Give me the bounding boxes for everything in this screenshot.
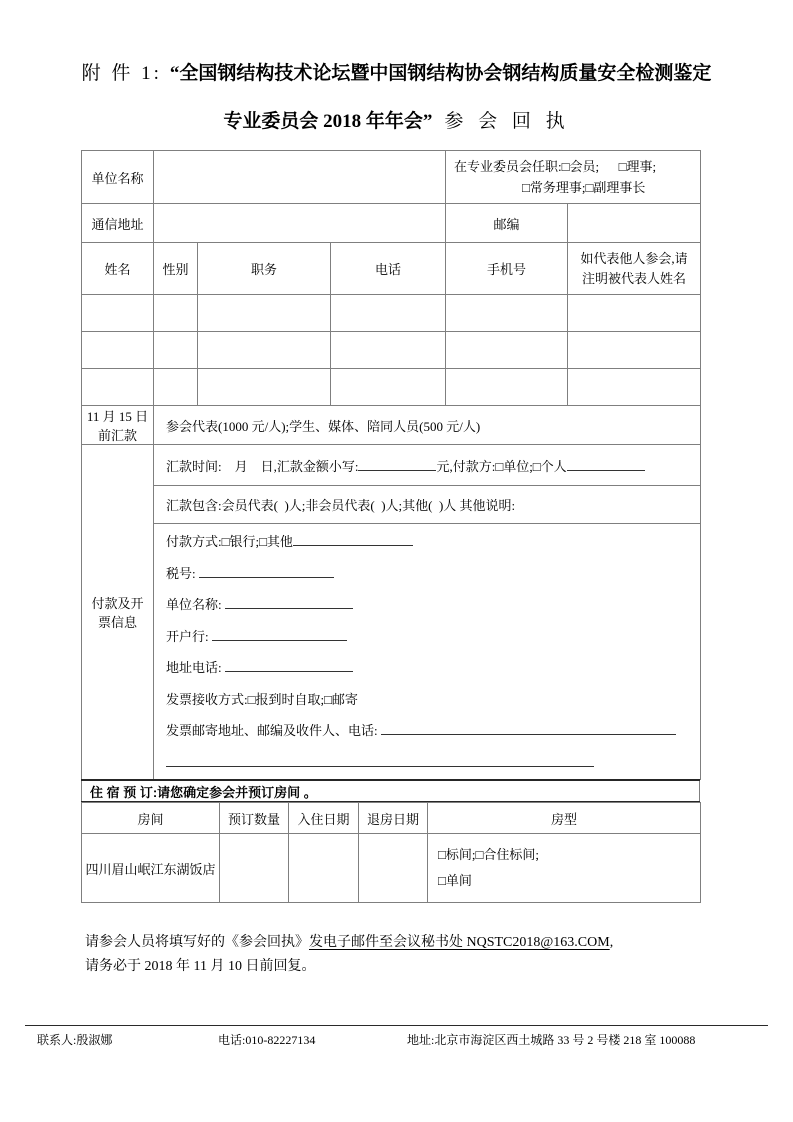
attendee-cell[interactable] xyxy=(446,369,568,406)
header-mobile: 手机号 xyxy=(446,243,568,295)
title-main-part1: “全国钢结构技术论坛暨中国钢结构协会钢结构质量安全检测鉴定 xyxy=(169,63,712,84)
hotel-checkin-field[interactable] xyxy=(289,834,359,903)
attendee-cell[interactable] xyxy=(568,369,701,406)
unit-name-row xyxy=(82,151,701,204)
hotel-header-row xyxy=(82,803,701,834)
addr-tel-blank[interactable] xyxy=(225,657,353,672)
zip-field[interactable] xyxy=(568,204,701,243)
invoice-detail-cell xyxy=(154,524,701,780)
hotel-name: 四川眉山岷江东湖饭店 xyxy=(82,834,220,903)
attendee-cell[interactable] xyxy=(568,332,701,369)
committee-position-cell xyxy=(446,151,701,204)
attendee-row xyxy=(82,332,701,369)
room-type-cell xyxy=(428,834,701,903)
header-position: 职务 xyxy=(198,243,331,295)
hotel-data-row xyxy=(82,834,701,903)
title-main-part2: 专业委员会 2018 年年会” xyxy=(223,111,433,132)
committee-position-options-line1[interactable]: 在专业委员会任职:□会员; □理事; xyxy=(454,159,657,174)
attendee-cell[interactable] xyxy=(198,332,331,369)
attendee-cell[interactable] xyxy=(331,332,446,369)
title-receipt-label: 参 会 回 执 xyxy=(444,111,570,132)
bank-blank[interactable] xyxy=(212,626,347,641)
payer-type-options[interactable]: 元,付款方:□单位;□个人 xyxy=(436,458,567,474)
title-attachment-label: 附 件 1: xyxy=(81,63,162,84)
attendee-cell[interactable] xyxy=(331,295,446,332)
footer-divider xyxy=(25,1025,768,1026)
attendee-cell[interactable] xyxy=(82,295,154,332)
remit-amount-blank[interactable] xyxy=(358,456,436,471)
footer-phone: 电话:010-82227134 xyxy=(218,1033,316,1047)
attendee-cell[interactable] xyxy=(82,332,154,369)
hotel-quantity-field[interactable] xyxy=(220,834,289,903)
addr-tel-label: 地址电话: xyxy=(166,660,222,675)
pay-method-other-blank[interactable] xyxy=(293,531,413,546)
invoice-mail-label: 发票邮寄地址、邮编及收件人、电话: xyxy=(166,723,378,738)
committee-position-options-line2[interactable]: □常务理事;□副理事长 xyxy=(522,180,646,195)
attendee-row xyxy=(82,369,701,406)
invoice-mail-blank-2[interactable] xyxy=(166,752,594,767)
company-label: 单位名称: xyxy=(166,597,222,612)
bank-line xyxy=(166,621,686,653)
company-blank[interactable] xyxy=(225,594,353,609)
note-email-underlined: 发电子邮件至会议秘书处 NQSTC2018@163.COM xyxy=(309,935,610,950)
attendee-cell[interactable] xyxy=(154,332,198,369)
address-field[interactable] xyxy=(154,204,446,243)
addr-tel-line xyxy=(166,652,686,684)
room-type-options-line2[interactable]: □单间 xyxy=(438,873,472,888)
header-name: 姓名 xyxy=(82,243,154,295)
attendee-cell[interactable] xyxy=(331,369,446,406)
form-content xyxy=(81,150,700,979)
hotel-header-roomtype: 房型 xyxy=(428,803,701,834)
tax-line xyxy=(166,558,686,590)
remit-deadline-line2: 前汇款 xyxy=(97,428,137,443)
tax-label: 税号: xyxy=(166,565,196,581)
invoice-mail-line xyxy=(166,715,686,747)
hotel-table xyxy=(81,802,701,903)
payment-group-line2: 票信息 xyxy=(97,615,137,630)
invoice-mail-blank[interactable] xyxy=(381,720,676,735)
footer-address: 地址:北京市海淀区西土城路 33 号 2 号楼 218 室 100088 xyxy=(407,1033,696,1047)
header-phone: 电话 xyxy=(331,243,446,295)
reply-note xyxy=(85,931,700,979)
pay-method-line xyxy=(166,526,686,558)
footer-contact: 联系人:殷淑娜 xyxy=(37,1033,113,1047)
document-title xyxy=(0,50,793,146)
unit-name-field[interactable] xyxy=(154,151,446,204)
attendee-cell[interactable] xyxy=(446,332,568,369)
remit-include-row xyxy=(82,486,701,524)
attendee-cell[interactable] xyxy=(198,369,331,406)
unit-name-label: 单位名称 xyxy=(82,151,154,204)
payer-person-blank[interactable] xyxy=(567,456,645,471)
title-line-2 xyxy=(0,98,793,146)
attendee-cell[interactable] xyxy=(154,369,198,406)
lodging-banner-row xyxy=(82,780,700,802)
header-gender: 性别 xyxy=(154,243,198,295)
tax-blank[interactable] xyxy=(199,563,334,578)
footer xyxy=(0,1031,793,1049)
header-representing: 如代表他人参会,请注明被代表人姓名 xyxy=(568,243,701,295)
attendee-cell[interactable] xyxy=(154,295,198,332)
note-line-2: 请务必于 2018 年 11 月 10 日前回复。 xyxy=(85,959,316,974)
invoice-receive-options[interactable]: 发票接收方式:□报到时自取;□邮寄 xyxy=(166,691,358,707)
note-text-1: 请参会人员将填写好的《参会回执》 xyxy=(85,935,309,950)
address-row xyxy=(82,204,701,243)
room-type-options-line1[interactable]: □标间;□合住标间; xyxy=(438,847,539,862)
hotel-checkout-field[interactable] xyxy=(359,834,428,903)
payment-group-line1: 付款及开 xyxy=(91,596,144,611)
note-text-2: , xyxy=(609,935,614,950)
remit-time-cell xyxy=(154,445,701,486)
remit-time-row xyxy=(82,445,701,486)
fee-row xyxy=(82,406,701,445)
address-label: 通信地址 xyxy=(82,204,154,243)
attendee-cell[interactable] xyxy=(82,369,154,406)
attendee-header-row xyxy=(82,243,701,295)
attendee-cell[interactable] xyxy=(568,295,701,332)
title-line-1 xyxy=(0,50,793,98)
attendee-cell[interactable] xyxy=(198,295,331,332)
attendee-row xyxy=(82,295,701,332)
invoice-receive-line xyxy=(166,684,686,716)
hotel-header-checkout: 退房日期 xyxy=(359,803,428,834)
lodging-banner xyxy=(81,779,700,803)
zip-label: 邮编 xyxy=(446,204,568,243)
attendee-cell[interactable] xyxy=(446,295,568,332)
remit-time-label: 汇款时间: 月 日,汇款金额小写: xyxy=(166,458,359,474)
remit-include-text: 汇款包含:会员代表( )人;非会员代表( )人;其他( )人 其他说明: xyxy=(154,486,701,524)
payment-invoice-group-label xyxy=(82,445,154,780)
remit-deadline-label xyxy=(82,406,154,445)
lodging-section-title: 住 宿 预 订:请您确定参会并预订房间 。 xyxy=(82,780,700,802)
hotel-header-room: 房间 xyxy=(82,803,220,834)
invoice-mail-continuation-line xyxy=(166,747,686,779)
hotel-header-quantity: 预订数量 xyxy=(220,803,289,834)
remit-deadline-line1: 11 月 15 日 xyxy=(86,409,149,424)
invoice-detail-row xyxy=(82,524,701,780)
registration-table xyxy=(81,150,701,780)
pay-method-options[interactable]: 付款方式:□银行;□其他 xyxy=(166,534,293,549)
hotel-header-checkin: 入住日期 xyxy=(289,803,359,834)
fee-text: 参会代表(1000 元/人);学生、媒体、陪同人员(500 元/人) xyxy=(154,406,701,445)
bank-label: 开户行: xyxy=(166,628,209,644)
company-line xyxy=(166,589,686,621)
